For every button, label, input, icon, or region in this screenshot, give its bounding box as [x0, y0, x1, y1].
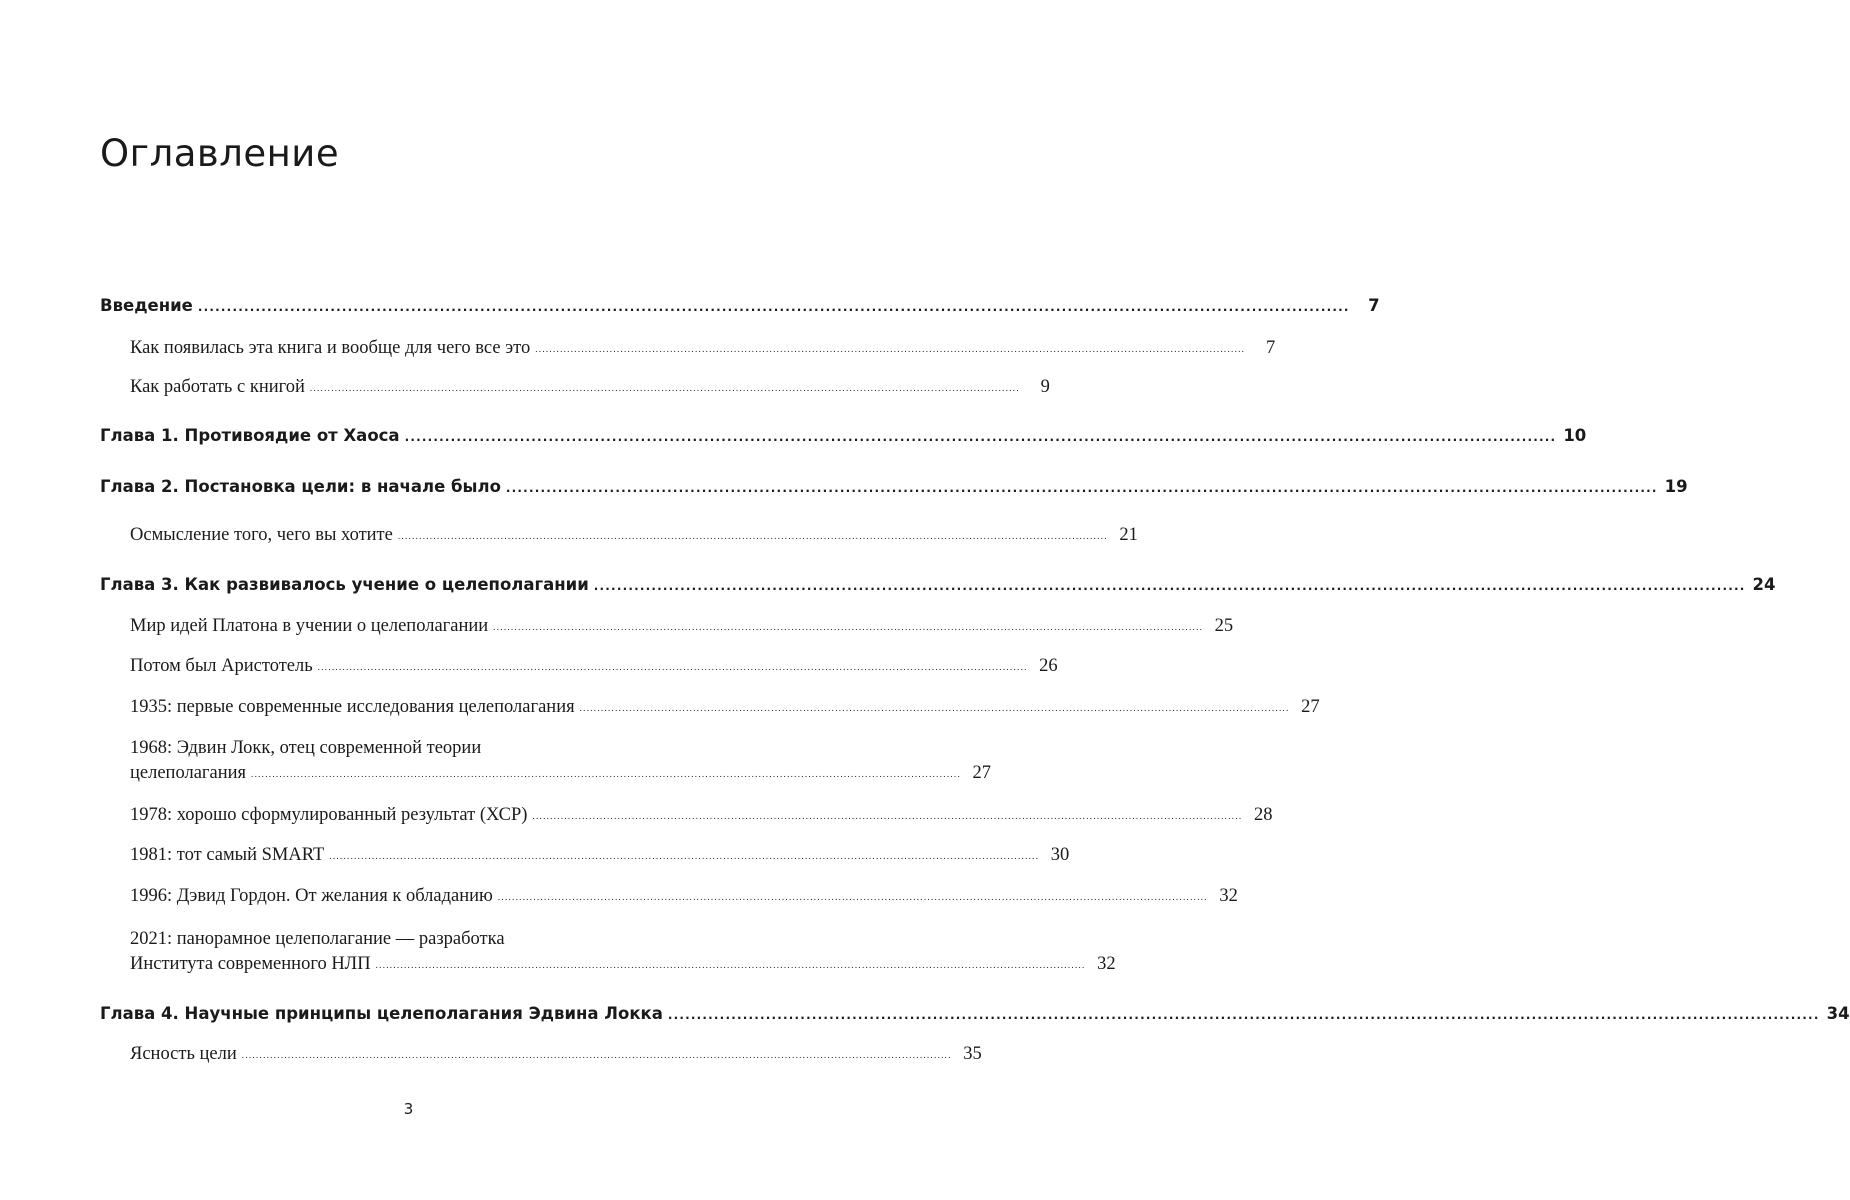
toc-entry[interactable]	[100, 886, 1238, 907]
dot-leader: ........................................................................................................................................................................................................	[667, 1008, 1820, 1022]
toc-page-number: 10	[1563, 426, 1587, 445]
toc-entry[interactable]	[100, 525, 1138, 546]
toc-entry-chapter-4[interactable]	[100, 1004, 1850, 1023]
dot-leader: ........................................................................................................................................................................................................	[317, 662, 1028, 672]
toc-page-number: 21	[1119, 525, 1138, 545]
dot-leader: ........................................................................................................................................................................................................	[251, 769, 962, 779]
dot-leader: ........................................................................................................................................................................................................	[397, 531, 1108, 541]
dot-leader: ........................................................................................................................................................................................................	[579, 703, 1290, 713]
toc-page-number: 25	[1214, 616, 1234, 636]
dot-leader: ........................................................................................................................................................................................................	[375, 960, 1086, 970]
toc-entry-title: Глава 3. Как развивалось учение о целеполагании	[100, 575, 589, 594]
toc-page-number: 30	[1050, 845, 1070, 865]
toc-entry-chapter-1[interactable]	[100, 426, 1587, 445]
toc-page-number: 26	[1039, 656, 1058, 676]
toc-entry-title: Глава 1. Противоядие от Хаоса	[100, 426, 400, 445]
toc-page-number: 7	[1368, 296, 1380, 315]
toc-entry-title: 1935: первые современные исследования целеполагания	[130, 697, 575, 717]
dot-leader: ........................................................................................................................................................................................................	[497, 892, 1208, 902]
toc-entry[interactable]	[100, 616, 1234, 637]
toc-entry-title: Потом был Аристотель	[130, 656, 313, 676]
toc-page-number: 9	[1040, 377, 1050, 397]
toc-page-number: 27	[972, 763, 992, 783]
toc-entry-title-line1: 1968: Эдвин Локк, отец современной теории	[130, 738, 482, 758]
toc-entry[interactable]	[100, 845, 1070, 866]
toc-entry-title: Осмысление того, чего вы хотите	[130, 525, 393, 545]
toc-page-number: 28	[1253, 805, 1273, 825]
toc-entry[interactable]	[100, 697, 1320, 718]
dot-leader: ........................................................................................................................................................................................................	[309, 383, 1020, 393]
toc-entry[interactable]	[100, 377, 1050, 398]
toc-entry-title: Мир идей Платона в учении о целеполагании	[130, 616, 489, 636]
toc-entry[interactable]	[100, 338, 1276, 359]
toc-entry-multiline[interactable]	[100, 925, 1116, 975]
toc-page-number: 7	[1265, 338, 1276, 358]
dot-leader: ........................................................................................................................................................................................................	[329, 851, 1040, 861]
toc-entry-title: 1981: тот самый SMART	[130, 845, 325, 865]
toc-entry-title: Как появилась эта книга и вообще для чего все это	[130, 338, 531, 358]
dot-leader: ........................................................................................................................................................................................................	[535, 344, 1246, 354]
toc-entry-title: Как работать с книгой	[130, 377, 305, 397]
toc-entry-title: Глава 2. Постановка цели: в начале было	[100, 477, 501, 496]
toc-entry-title: Института современного НЛП	[130, 954, 371, 974]
toc-entry-title-line1: 2021: панорамное целеполагание — разработка	[130, 929, 505, 949]
toc-entry-title: целеполагания	[130, 763, 247, 783]
toc-page-number: 27	[1301, 697, 1320, 717]
toc-entry-multiline[interactable]	[100, 734, 992, 784]
page-number: 3	[403, 1100, 414, 1118]
toc-entry-intro[interactable]	[100, 296, 1380, 315]
toc-page-number: 32	[1219, 886, 1238, 906]
toc-entry-title: 1978: хорошо сформулированный результат (ХСР)	[130, 805, 528, 825]
dot-leader: ........................................................................................................................................................................................................	[493, 622, 1204, 632]
dot-leader: ........................................................................................................................................................................................................	[593, 579, 1746, 593]
toc-page-number: 19	[1664, 477, 1688, 496]
dot-leader: ........................................................................................................................................................................................................	[532, 811, 1243, 821]
toc-entry[interactable]	[100, 805, 1273, 826]
dot-leader: ........................................................................................................................................................................................................	[404, 430, 1557, 444]
page-title: Оглавление	[100, 132, 340, 175]
dot-leader: ........................................................................................................................................................................................................	[241, 1050, 952, 1060]
toc-page-number: 35	[963, 1044, 982, 1064]
toc-entry-title: 1996: Дэвид Гордон. От желания к обладанию	[130, 886, 493, 906]
toc-entry-chapter-3[interactable]	[100, 575, 1776, 594]
toc-entry-title: Введение	[100, 296, 193, 315]
dot-leader: ........................................................................................................................................................................................................	[197, 300, 1350, 314]
dot-leader: ........................................................................................................................................................................................................	[505, 481, 1658, 495]
toc-entry[interactable]	[100, 656, 1058, 677]
toc-entry-title: Глава 4. Научные принципы целеполагания Эдвина Локка	[100, 1004, 663, 1023]
toc-page-number: 32	[1097, 954, 1116, 974]
toc-page-number: 34	[1826, 1004, 1850, 1023]
toc-page-number: 24	[1752, 575, 1776, 594]
toc-entry-chapter-2[interactable]	[100, 477, 1688, 496]
toc-entry-title: Ясность цели	[130, 1044, 237, 1064]
toc-entry[interactable]	[100, 1044, 982, 1065]
